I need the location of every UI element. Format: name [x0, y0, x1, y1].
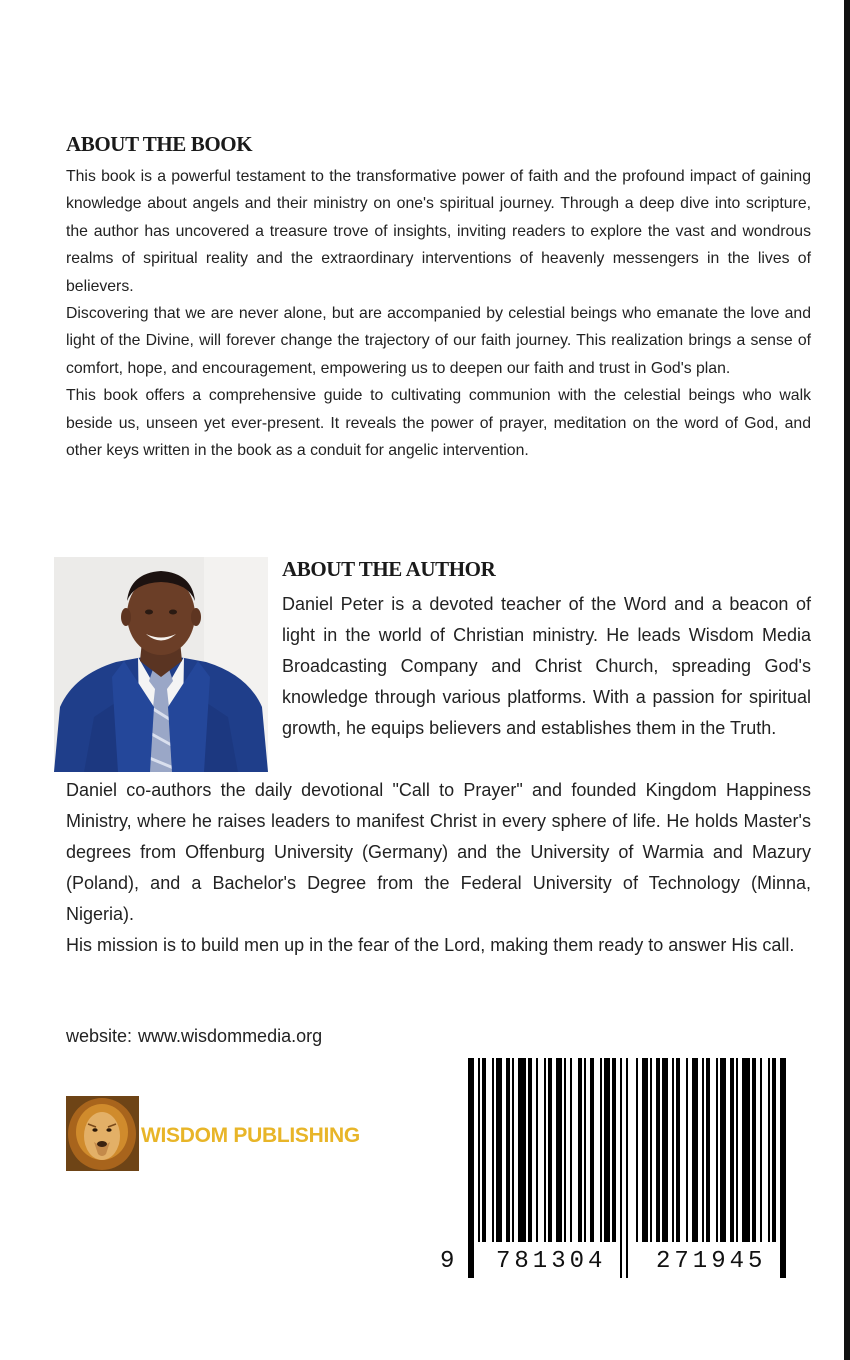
barcode-bar: [650, 1058, 652, 1242]
barcode-bar: [496, 1058, 502, 1242]
barcode-bar: [702, 1058, 704, 1242]
barcode-bar: [720, 1058, 726, 1242]
isbn-first-digit: 9: [440, 1248, 459, 1275]
barcode-bar: [686, 1058, 688, 1242]
barcode-bar: [584, 1058, 586, 1242]
barcode-bar: [600, 1058, 602, 1242]
barcode-bar: [626, 1058, 628, 1278]
barcode-bar: [612, 1058, 616, 1242]
lion-icon: [66, 1096, 139, 1171]
author-paragraph: His mission is to build men up in the fear of the Lord, making them ready to answer His call.: [66, 935, 795, 955]
book-paragraph: This book offers a comprehensive guide to cultivating communion with the celestial beings who walk beside us, unseen yet ever-present. It reveals the power of prayer, meditation on the word of God, and other keys written in the book as a conduit for angelic intervention.: [66, 387, 811, 460]
author-paragraph: Daniel co-authors the daily devotional "Call to Prayer" and founded Kingdom Happiness Ministry, where he raises leaders to manifest Christ in every sphere of life. He holds Master's degrees from Offenburg University (Germany) and the University of Warmia and Mazury (Poland), and a Bachelor's Degree from the Federal University of Technology (Minna, Nigeria).: [66, 780, 811, 924]
barcode-bar: [556, 1058, 562, 1242]
spine-edge: [844, 0, 850, 1360]
barcode-bar: [492, 1058, 494, 1242]
barcode-bar: [780, 1058, 786, 1278]
publisher-name: WISDOM PUBLISHING: [141, 1124, 360, 1147]
barcode-bar: [706, 1058, 710, 1242]
barcode-bar: [506, 1058, 510, 1242]
barcode-bar: [578, 1058, 582, 1242]
barcode-bar: [772, 1058, 776, 1242]
barcode-bar: [730, 1058, 734, 1242]
barcode-bar: [642, 1058, 648, 1242]
barcode-bar: [544, 1058, 546, 1242]
barcode-bar: [468, 1058, 474, 1278]
author-intro: Daniel Peter is a devoted teacher of the Word and a beacon of light in the world of Christian ministry. He leads Wisdom Media Broadcasting Company and Christ Church, spreading God's knowledge through various platforms. With a passion for spiritual growth, he equips believers and establishes them in the Truth.: [282, 594, 811, 738]
barcode-bar: [536, 1058, 538, 1242]
barcode-bar: [518, 1058, 526, 1242]
author-photo: [54, 557, 268, 772]
barcode-bar: [548, 1058, 552, 1242]
book-paragraph: Discovering that we are never alone, but are accompanied by celestial beings who emanate the love and light of the Divine, will forever change the trajectory of our faith journey. This realization brings a sense of comfort, hope, and encouragement, empowering us to deepen our faith and trust in God's plan.: [66, 305, 811, 377]
barcode-bar: [768, 1058, 770, 1242]
barcode-bar: [760, 1058, 762, 1242]
barcode-bar: [742, 1058, 750, 1242]
about-author-heading: ABOUT THE AUTHOR: [282, 557, 496, 581]
barcode-bar: [736, 1058, 738, 1242]
about-book-body: [66, 163, 811, 464]
barcode-bar: [636, 1058, 638, 1242]
website-line: [66, 1026, 322, 1047]
barcode-bar: [656, 1058, 660, 1242]
barcode-bar: [604, 1058, 610, 1242]
website-link[interactable]: www.wisdommedia.org: [138, 1026, 323, 1046]
website-label: website:: [66, 1026, 133, 1046]
barcode-bar: [590, 1058, 594, 1242]
barcode-bar: [528, 1058, 532, 1242]
book-paragraph: This book is a powerful testament to the transformative power of faith and the profound impact of gaining knowledge about angels and their ministry on one's spiritual journey. Through a deep dive into scripture, the author has uncovered a treasure trove of insights, inviting readers to explore the vast and wondrous realms of spiritual reality and the extraordinary interventions of heavenly messengers in the lives of believers.: [66, 168, 811, 295]
barcode-bar: [570, 1058, 572, 1242]
barcode-bar: [692, 1058, 698, 1242]
barcode-bar: [752, 1058, 756, 1242]
barcode-bar: [676, 1058, 680, 1242]
barcode-bar: [512, 1058, 514, 1242]
barcode-bar: [478, 1058, 480, 1242]
barcode-bar: [482, 1058, 486, 1242]
barcode-bar: [620, 1058, 622, 1278]
barcode-bar: [716, 1058, 718, 1242]
author-body: [66, 775, 811, 961]
isbn-right-group: 271945: [656, 1248, 767, 1275]
barcode-bar: [564, 1058, 566, 1242]
isbn-left-group: 781304: [496, 1248, 607, 1275]
barcode-bar: [672, 1058, 674, 1242]
barcode-bar: [662, 1058, 668, 1242]
about-book-heading: ABOUT THE BOOK: [66, 132, 253, 156]
